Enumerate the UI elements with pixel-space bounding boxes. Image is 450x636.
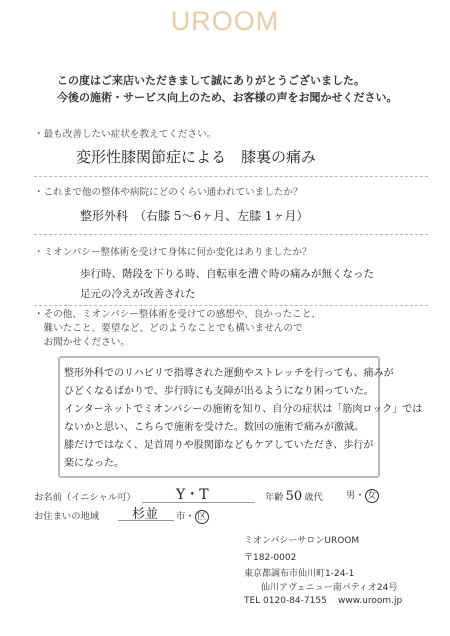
salon-postal: 〒182-0002 bbox=[244, 553, 297, 563]
question-4-line-2: 難いたこと、要望など、どのようなことでも構いませんので bbox=[34, 323, 303, 334]
comment-line-2: ひどくなるばかりで、歩行時にも支障が出るようになり困っていた。 bbox=[64, 386, 374, 397]
divider-2 bbox=[34, 234, 428, 235]
answer-1: 変形性膝関節症による 膝裏の痛み bbox=[76, 148, 317, 166]
age-label-pre: 年齢 bbox=[265, 492, 284, 503]
question-4-line-1: ・その他、ミオンパシー整体術を受けての感想や、良かったこと、 bbox=[34, 309, 321, 320]
question-3: ・ミオンパシー整体術を受けて身体に何か変化はありましたか？ bbox=[34, 247, 312, 258]
gender-female-circled: 女 bbox=[365, 489, 379, 503]
gender-separator: ・ bbox=[355, 490, 365, 501]
name-label: お名前（イニシャル可） bbox=[34, 492, 136, 503]
age-value: 50 bbox=[285, 489, 303, 504]
question-4 bbox=[34, 308, 321, 350]
salon-address-2: 仙川アヴェニュー南パティオ24号 bbox=[261, 583, 398, 593]
gender-field bbox=[346, 487, 379, 503]
salon-name: ミオンパシーサロンUROOM bbox=[244, 536, 360, 546]
salon-tel: TEL 0120-84-7155 bbox=[244, 596, 327, 606]
comment-line-3: インターネットでミオンパシーの施術を知り、自分の症状は「筋肉ロック」では bbox=[64, 404, 423, 415]
salon-url: www.uroom.jp bbox=[338, 596, 403, 606]
comment-line-6: 楽になった。 bbox=[64, 458, 124, 469]
comment-line-1: 整形外科でのリハビリで指導された運動やストレッチを行っても、痛みが bbox=[64, 368, 394, 379]
question-1: ・最も改善したい症状を教えてください。 bbox=[34, 129, 217, 140]
question-4-line-3: お聞かせください。 bbox=[34, 337, 130, 348]
divider-3 bbox=[34, 305, 428, 306]
name-underline bbox=[142, 502, 254, 503]
region-underline bbox=[118, 520, 174, 521]
region-value: 杉並 bbox=[132, 507, 159, 522]
name-value: Y・T bbox=[176, 487, 209, 503]
region-label: お住まいの地域 bbox=[34, 511, 100, 522]
intro-line-2: 今後の施術・サービス向上のため、お客様の声をお聞かせください。 bbox=[57, 91, 398, 104]
comment-line-4: ないかと思い、こちらで施術を受けた。数回の施術で痛みが激減。 bbox=[64, 422, 364, 433]
answer-2: 整形外科 （右膝 5〜6ヶ月、左膝 1ヶ月） bbox=[80, 209, 309, 223]
answer-3-line-2: 足元の冷えが改善された bbox=[80, 288, 196, 300]
question-2: ・これまで他の整体や病院にどのくらい通われていましたか？ bbox=[34, 187, 303, 198]
intro-line-1: この度はご来店いただきまして誠にありがとうございました。 bbox=[57, 74, 365, 87]
salon-address-1: 東京都調布市仙川町1-24-1 bbox=[244, 569, 355, 579]
age-label-post: 歳代 bbox=[304, 492, 323, 503]
age-field bbox=[265, 489, 323, 504]
comment-line-5: 膝だけではなく、足首周りや股関節などもケアしていただき、歩行が bbox=[64, 440, 374, 451]
region-suffix-ward-circled: 区 bbox=[195, 510, 209, 524]
intro-text bbox=[57, 72, 417, 106]
region-suffix bbox=[176, 508, 209, 524]
answer-3-line-1: 歩行時、階段を下りる時、自転車を漕ぐ時の痛みが無くなった bbox=[80, 268, 374, 280]
brand-logo: UROOM bbox=[170, 6, 280, 36]
gender-male: 男 bbox=[346, 490, 356, 501]
region-suffix-city: 市・ bbox=[176, 511, 195, 522]
divider-1 bbox=[34, 176, 428, 177]
